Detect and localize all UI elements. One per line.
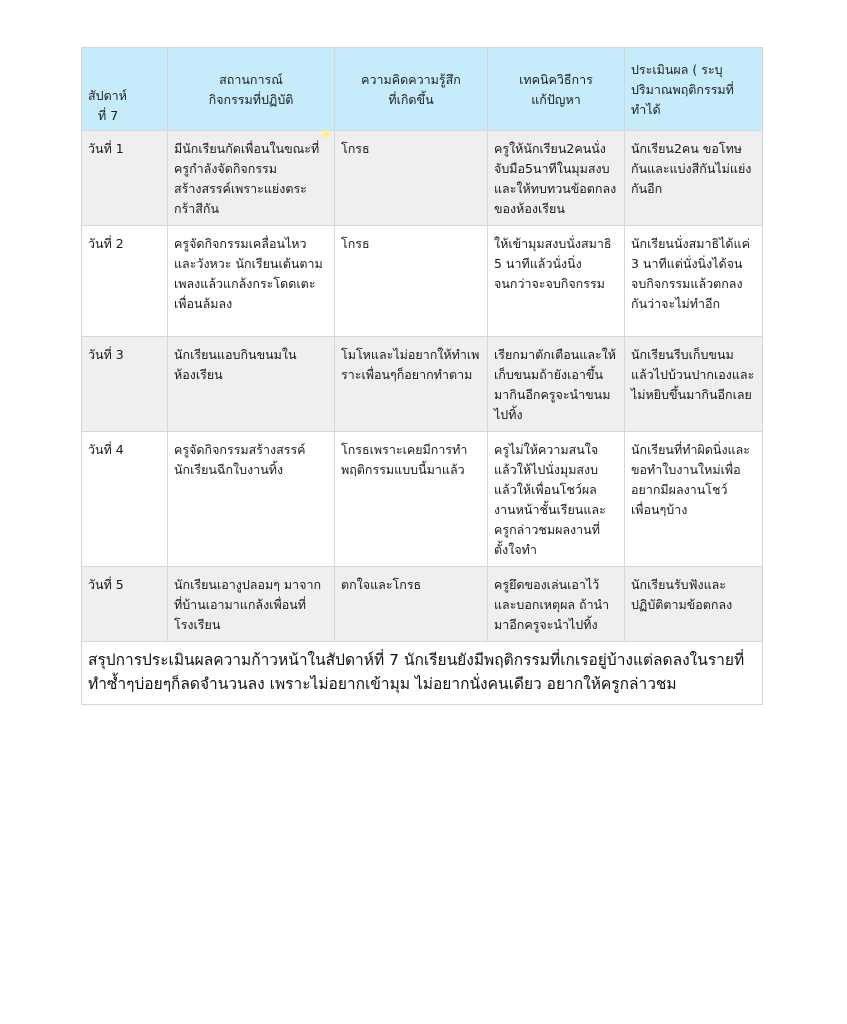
table-header-row [82,48,763,131]
technique-cell: ครูไม่ให้ความสนใจแล้วให้ไปนั่งมุมสงบแล้วให้เพื่อนโชว์ผลงานหน้าชั้นเรียนและครูกล่าวชมผลงานที่ตั้งใจทำ [488,432,625,567]
header-situation [168,48,335,131]
table-row [82,432,763,567]
feeling-cell: โกรธ [335,226,488,337]
situation-cell: มีนักเรียนกัดเพื่อนในขณะที่ครูกำลังจัดกิจกรรมสร้างสรรค์เพราะแย่งตระกร้าสีกัน [168,131,335,226]
evaluation-cell: นักเรียนรับฟังและปฏิบัติตามข้อตกลง [625,567,763,642]
situation-cell: ครูจัดกิจกรรมสร้างสรรค์นักเรียนฉีกใบงานทิ้ง [168,432,335,567]
table-row [82,337,763,432]
day-cell: วันที่ 3 [82,337,168,432]
feeling-cell: โมโหและไม่อยากให้ทำเพราะเพื่อนๆก็อยากทำตาม [335,337,488,432]
summary-row [82,642,763,705]
header-technique-line-2: แก้ปัญหา [531,92,581,107]
table-row [82,131,763,226]
situation-cell: ครูจัดกิจกรรมเคลื่อนไหวและวังหวะ นักเรียนเต้นตามเพลงแล้วแกล้งกระโดดเตะเพื่อนล้มลง [168,226,335,337]
situation-cell: นักเรียนเอางูปลอมๆ มาจากที่บ้านเอามาแกล้งเพื่อนที่โรงเรียน [168,567,335,642]
day-cell: วันที่ 4 [82,432,168,567]
feeling-cell: โกรธเพราะเคยมีการทำพฤติกรรมแบบนี้มาแล้ว [335,432,488,567]
evaluation-cell: นักเรียนที่ทำผิดนิ่งและขอทำใบงานใหม่เพื่ออยากมีผลงานโชว์เพื่อนๆบ้าง [625,432,763,567]
feeling-cell: ตกใจและโกรธ [335,567,488,642]
header-situation-line-1: สถานการณ์ [219,72,283,87]
header-technique-line-1: เทคนิควิธีการ [519,72,593,87]
feeling-cell: โกรธ [335,131,488,226]
day-cell: วันที่ 5 [82,567,168,642]
situation-cell: นักเรียนแอบกินขนมในห้องเรียน [168,337,335,432]
header-week-line-2: ที่ 7 [98,108,119,123]
day-cell: วันที่ 1 [82,131,168,226]
technique-cell: ครูยึดของเล่นเอาไว้และบอกเหตุผล ถ้านำมาอีกครูจะนำไปทิ้ง [488,567,625,642]
header-feeling [335,48,488,131]
header-week-line-1: สัปดาห์ [88,88,127,103]
behavior-log-table [81,47,763,705]
technique-cell: เรียกมาตักเตือนและให้เก็บขนมถ้ายังเอาขึ้นมากินอีกครูจะนำขนมไปทิ้ง [488,337,625,432]
day-cell: วันที่ 2 [82,226,168,337]
header-technique [488,48,625,131]
summary-text: สรุปการประเมินผลความก้าวหน้าในสัปดาห์ที่ 7 นักเรียนยังมีพฤติกรรมที่เกเรอยู่บ้างแต่ลดลงในรายที่ทำซ้ำๆบ่อยๆก็ลดจำนวนลง เพราะไม่อยากเข้ามุม ไม่อยากนั่งคนเดียว อยากให้ครูกล่าวชม [82,642,763,705]
evaluation-cell: นักเรียนนั่งสมาธิได้แค่ 3 นาทีแต่นั่งนิ่งได้จนจบกิจกรรมแล้วตกลงกันว่าจะไม่ทำอีก [625,226,763,337]
header-feeling-line-2: ที่เกิดขึ้น [388,92,434,107]
header-feeling-line-1: ความคิดความรู้สึก [361,72,461,87]
header-evaluation: ประเมินผล ( ระบุปริมาณพฤติกรรมที่ทำได้ [625,48,763,131]
header-week [82,48,168,131]
table-row [82,567,763,642]
technique-cell: ครูให้นักเรียน2คนนั่งจับมือ5นาทีในมุมสงบและให้ทบทวนข้อตกลงของห้องเรียน [488,131,625,226]
table-row [82,226,763,337]
header-situation-line-2: กิจกรรมที่ปฏิบัติ [208,92,294,107]
technique-cell: ให้เข้ามุมสงบนั่งสมาธิ 5 นาทีแล้วนั่งนิ่งจนกว่าจะจบกิจกรรม [488,226,625,337]
document-page [81,47,762,705]
evaluation-cell: นักเรียนรีบเก็บขนมแล้วไปบ้วนปากเองและไม่หยิบขึ้นมากินอีกเลย [625,337,763,432]
evaluation-cell: นักเรียน2คน ขอโทษกันและแบ่งสีกันไม่แย่งกันอีก [625,131,763,226]
